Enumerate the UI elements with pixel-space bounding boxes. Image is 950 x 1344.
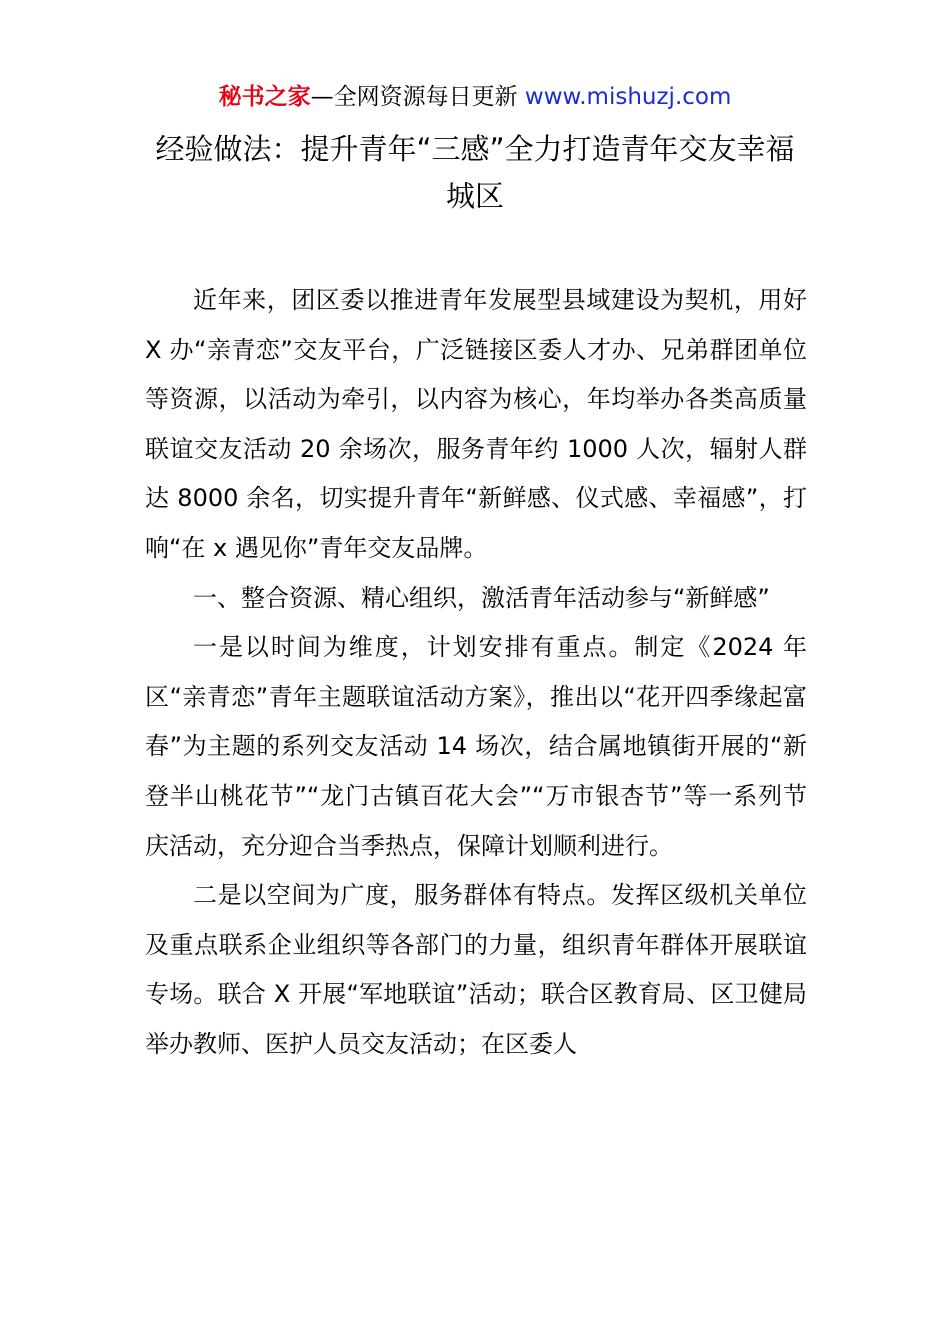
site-brand: 秘书之家 — [218, 84, 311, 110]
paragraph-intro: 近年来，团区委以推进青年发展型县域建设为契机，用好 X 办“亲青恋”交友平台，广泛链接区委人才办、兄弟群团单位等资源，以活动为牵引，以内容为核心，年均举办各类高质量联谊交友活动 20 余场次，服务青年约 1000 人次，辐射人群达 8000 余名，切实提升青年“新鲜感、仪式感、幸福感”，打响“在 x 遇见你”青年交友品牌。 — [145, 286, 807, 562]
paragraph-space-dimension: 二是以空间为广度，服务群体有特点。发挥区级机关单位及重点联系企业组织等各部门的力量，组织青年群体开展联谊专场。联合 X 开展“军地联谊”活动；联合区教育局、区卫健局举办教师、医护人员交友活动；在区委人 — [145, 881, 807, 1058]
site-url-link[interactable]: www.mishuzj.com — [524, 84, 732, 110]
site-tagline: —全网资源每日更新 — [310, 84, 525, 110]
section-heading-1: 一、整合资源、精心组织，激活青年活动参与“新鲜感” — [193, 583, 770, 612]
document-title: 经验做法：提升青年“三感”全力打造青年交友幸福城区 — [155, 132, 795, 213]
paragraph-time-dimension: 一是以时间为维度，计划安排有重点。制定《2024 年区“亲青恋”青年主题联谊活动方案》，推出以“花开四季缘起富春”为主题的系列交友活动 14 场次，结合属地镇街开展的“新登半山桃花节”“龙门古镇百花大会”“万市银杏节”等一系列节庆活动，充分迎合当季热点，保障计划顺利进行。 — [145, 633, 807, 860]
site-banner — [0, 82, 950, 112]
document-body — [145, 276, 807, 1070]
